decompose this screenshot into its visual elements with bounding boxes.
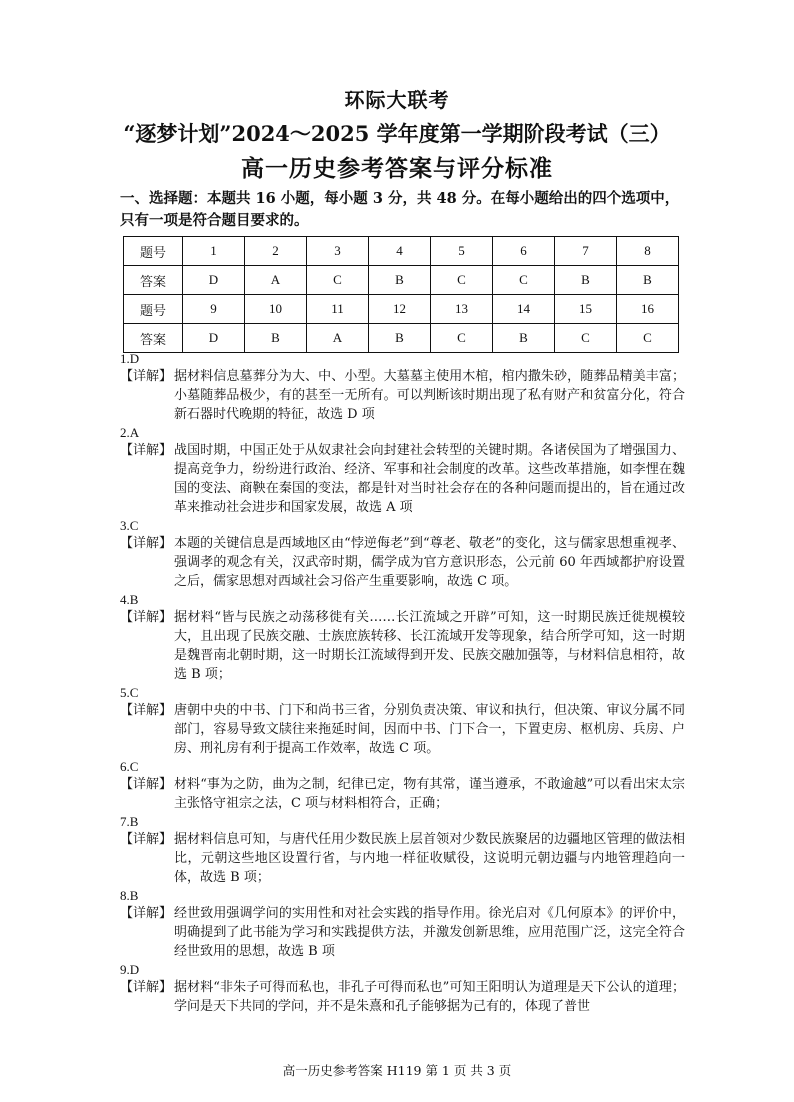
exam-title: “逐梦计划”2024～2025 学年度第一学期阶段考试（三）	[123, 121, 671, 146]
table-cell: 2	[245, 237, 307, 266]
detail-tag: 【详解】	[120, 832, 173, 847]
answer-table	[123, 236, 679, 353]
list-item	[120, 350, 685, 424]
table-cell: 答案	[124, 266, 183, 295]
detail-tag: 【详解】	[120, 703, 173, 718]
explanation-text: 材料“事为之防，曲为之制，纪律已定，物有其常，谨当遵承，不敢逾越”可以看出宋太宗主张恪守祖宗之法，C 项与材料相符合，正确；	[174, 777, 685, 811]
detail-tag: 【详解】	[120, 610, 173, 625]
table-row	[124, 266, 679, 295]
table-cell: 9	[183, 295, 245, 324]
table-cell: A	[245, 266, 307, 295]
explanation-text: 据材料信息墓葬分为大、中、小型。大墓墓主使用木棺，棺内撒朱砂，随葬品精美丰富；小墓随葬品极少，有的甚至一无所有。可以判断该时期出现了私有财产和贫富分化，符合新石器时代晚期的特征，故选 D 项	[174, 369, 685, 422]
question-answer: 3.C	[120, 518, 139, 533]
explanation-text: 唐朝中央的中书、门下和尚书三省，分别负责决策、审议和执行，但决策、审议分属不同部门，容易导致文牍往来拖延时间，因而中书、门下合一，下置吏房、枢机房、兵房、户房、刑礼房有利于提高工作效率，故选 C 项。	[174, 703, 685, 756]
table-cell: 8	[617, 237, 679, 266]
table-cell: B	[369, 266, 431, 295]
explanation-text: 据材料“非朱子可得而私也，非孔子可得而私也”可知王阳明认为道理是天下公认的道理；学问是天下共同的学问，并不是朱熹和孔子能够据为己有的，体现了普世	[174, 980, 685, 1014]
list-item	[120, 961, 685, 1016]
detail-tag: 【详解】	[120, 777, 173, 792]
explanation-text: 据材料信息可知，与唐代任用少数民族上层首领对少数民族聚居的边疆地区管理的做法相比，元朝这些地区设置行省，与内地一样征收赋役，这说明元朝边疆与内地管理趋向一体，故选 B 项；	[174, 832, 685, 885]
table-cell: 6	[493, 237, 555, 266]
table-cell: 题号	[124, 295, 183, 324]
explanation-block	[120, 534, 685, 591]
table-cell: C	[555, 324, 617, 353]
table-cell: 10	[245, 295, 307, 324]
explanation-block	[120, 608, 685, 684]
table-cell: D	[183, 324, 245, 353]
list-item	[120, 758, 685, 813]
detail-tag: 【详解】	[120, 906, 173, 921]
table-cell: B	[493, 324, 555, 353]
table-row	[124, 237, 679, 266]
table-cell: A	[307, 324, 369, 353]
explanation-text: 本题的关键信息是西域地区由“悖逆侮老”到“尊老、敬老”的变化，这与儒家思想重视孝、强调孝的观念有关，汉武帝时期，儒学成为官方意识形态，公元前 60 年西域都护府设置之后，儒家思想对西域社会习俗产生重要影响，故选 C 项。	[174, 536, 685, 589]
table-cell: 14	[493, 295, 555, 324]
table-cell: 5	[431, 237, 493, 266]
table-cell: C	[617, 324, 679, 353]
explanation-text: 经世致用强调学问的实用性和对社会实践的指导作用。徐光启对《几何原本》的评价中，明确提到了此书能为学习和实践提供方法，并激发创新思维，应用范围广泛，这完全符合经世致用的思想，故选 B 项	[174, 906, 685, 959]
table-cell: B	[555, 266, 617, 295]
explanation-block	[120, 830, 685, 887]
detail-tag: 【详解】	[120, 369, 173, 384]
explanation-text: 战国时期，中国正处于从奴隶社会向封建社会转型的关键时期。各诸侯国为了增强国力、提高竞争力，纷纷进行政治、经济、军事和社会制度的改革。这些改革措施，如李悝在魏国的变法、商鞅在秦国的变法，都是针对当时社会存在的各种问题而提出的，旨在通过改革来推动社会进步和国家发展，故选 A 项	[174, 443, 685, 515]
table-cell: B	[369, 324, 431, 353]
explanation-text: 据材料“皆与民族之动荡移徙有关……长江流域之开辟”可知，这一时期民族迁徙规模较大，且出现了民族交融、士族庶族转移、长江流域开发等现象，结合所学可知，这一时期是魏晋南北朝时期，这一时期长江流域得到开发、民族交融加强等，与材料信息相符，故选 B 项；	[174, 610, 685, 682]
detail-tag: 【详解】	[120, 980, 173, 995]
table-cell: 12	[369, 295, 431, 324]
table-cell: 3	[307, 237, 369, 266]
list-item	[120, 591, 685, 684]
table-cell: B	[617, 266, 679, 295]
table-cell: 1	[183, 237, 245, 266]
explanation-block	[120, 775, 685, 813]
detail-tag: 【详解】	[120, 443, 173, 458]
explanation-block	[120, 978, 685, 1016]
exam-organizer: 环际大联考	[344, 88, 450, 112]
explanation-block	[120, 441, 685, 517]
list-item	[120, 813, 685, 887]
table-cell: 7	[555, 237, 617, 266]
table-cell: 11	[307, 295, 369, 324]
question-answer: 6.C	[120, 759, 139, 774]
table-cell: 15	[555, 295, 617, 324]
table-cell: C	[431, 324, 493, 353]
title-block	[0, 86, 794, 186]
explanation-block	[120, 904, 685, 961]
table-row	[124, 295, 679, 324]
table-cell: C	[493, 266, 555, 295]
table-cell: B	[245, 324, 307, 353]
list-item	[120, 887, 685, 961]
explanation-block	[120, 367, 685, 424]
table-cell: C	[307, 266, 369, 295]
explanation-block	[120, 701, 685, 758]
table-cell: C	[431, 266, 493, 295]
question-answer: 2.A	[120, 425, 140, 440]
section-heading: 一、选择题：本题共 16 小题，每小题 3 分，共 48 分。在每小题给出的四个选项中，只有一项是符合题目要求的。	[120, 190, 680, 229]
page-footer: 高一历史参考答案 H119 第 1 页 共 3 页	[282, 1063, 512, 1078]
question-answer: 9.D	[120, 962, 140, 977]
list-item	[120, 684, 685, 758]
table-cell: 13	[431, 295, 493, 324]
table-cell: 答案	[124, 324, 183, 353]
list-item	[120, 517, 685, 591]
explanation-list	[120, 350, 685, 1016]
question-answer: 1.D	[120, 351, 140, 366]
table-cell: 16	[617, 295, 679, 324]
document-title: 高一历史参考答案与评分标准	[241, 155, 553, 182]
detail-tag: 【详解】	[120, 536, 173, 551]
table-cell: 题号	[124, 237, 183, 266]
list-item	[120, 424, 685, 517]
question-answer: 4.B	[120, 592, 139, 607]
question-answer: 7.B	[120, 814, 139, 829]
question-answer: 8.B	[120, 888, 139, 903]
table-row	[124, 324, 679, 353]
table-cell: D	[183, 266, 245, 295]
table-cell: 4	[369, 237, 431, 266]
question-answer: 5.C	[120, 685, 139, 700]
